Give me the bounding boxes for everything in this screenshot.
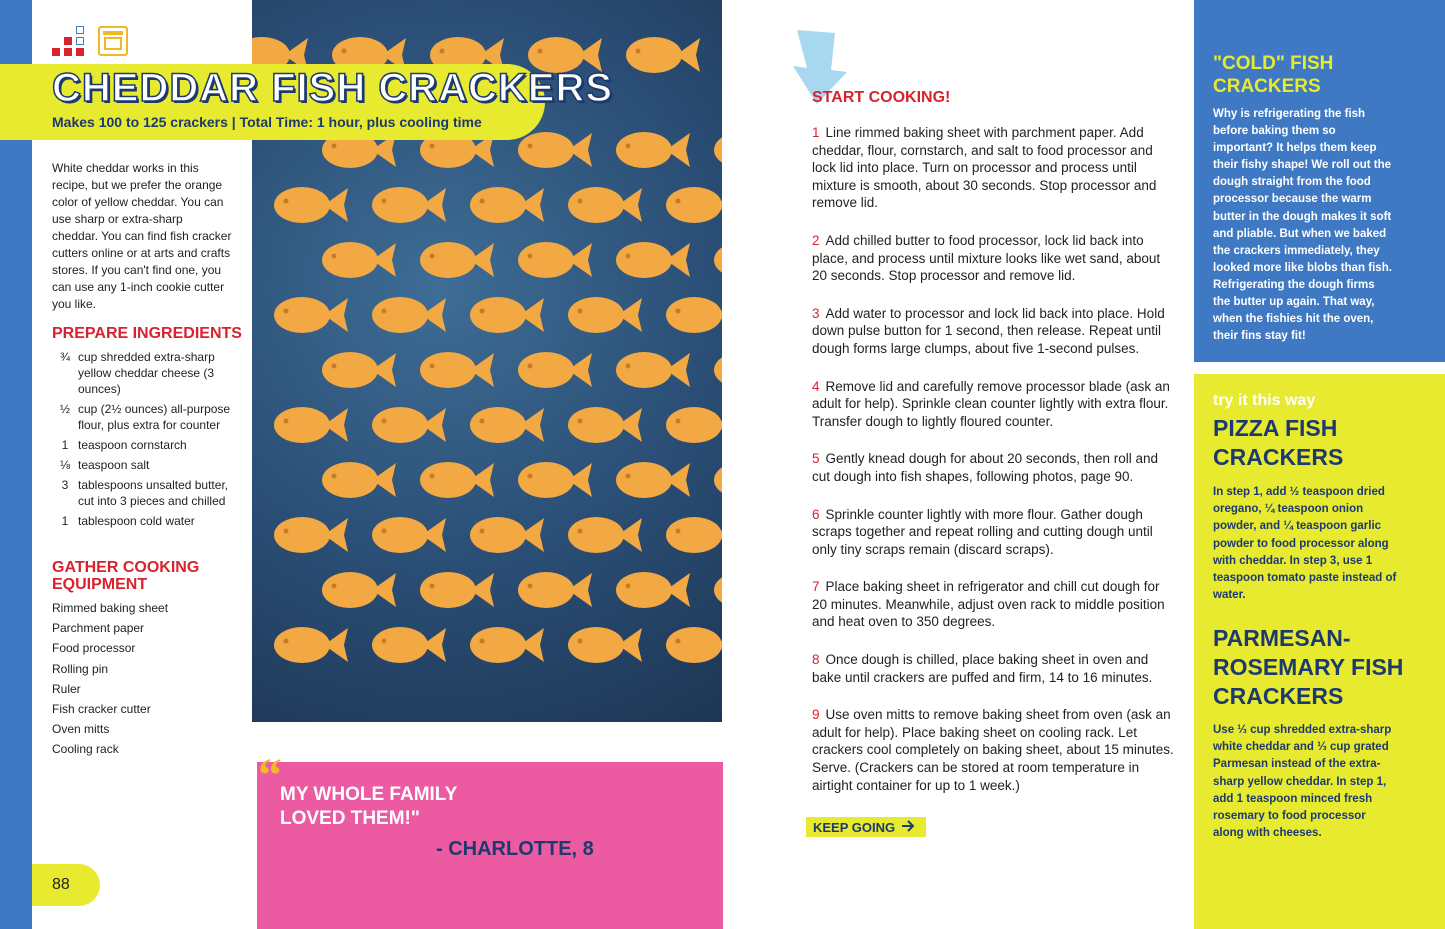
gather-equipment-heading: GATHER COOKING EQUIPMENT: [52, 559, 200, 593]
fish-cracker: [516, 455, 596, 505]
recipe-yield-time: Makes 100 to 125 crackers | Total Time: 1 hour, plus cooling time: [52, 114, 482, 130]
ingredient-text: teaspoon salt: [78, 458, 150, 472]
cold-crackers-title: "COLD" FISH CRACKERS: [1213, 53, 1334, 97]
fish-cracker: [272, 180, 352, 230]
fish-cracker: [320, 565, 400, 615]
ingredient-text: teaspoon cornstarch: [78, 438, 187, 452]
fish-cracker: [712, 235, 722, 285]
step-number: 8: [812, 652, 820, 668]
fish-cracker: [614, 235, 694, 285]
pizza-variation-title: PIZZA FISH CRACKERS: [1213, 415, 1344, 470]
equipment-item: Rolling pin: [52, 661, 109, 676]
quote-author: - CHARLOTTE, 8: [436, 838, 594, 860]
step-list: [812, 124, 1174, 814]
ingredient-qty: 1: [61, 514, 69, 528]
ingredient-text: tablespoons unsalted butter, cut into 3 pieces and chilled: [78, 478, 229, 508]
step-item: [812, 706, 1174, 794]
fish-cracker: [370, 400, 450, 450]
ingredient-text: tablespoon cold water: [78, 514, 195, 528]
parmesan-variation-body: Use ⅓ cup shredded extra-sharp white cheddar and ⅓ cup grated Parmesan instead of the extra-sharp yellow cheddar. In step 1, add 1 teaspoon minced fresh rosemary to food processor along with cheeses.: [1213, 724, 1392, 840]
step-number: 9: [812, 707, 820, 723]
quote-text: MY WHOLE FAMILY LOVED THEM!": [280, 784, 458, 829]
step-text: Place baking sheet in refrigerator and chill cut dough for 20 minutes. Meanwhile, adjust oven rack to middle position and heat oven to 350 degrees.: [812, 579, 1165, 630]
page-number: 88: [52, 876, 70, 893]
fish-cracker: [614, 565, 694, 615]
step-item: [812, 124, 1174, 212]
step-text: Sprinkle counter lightly with more flour. Gather dough scraps together and repeat rolling and cutting dough until only tiny scraps remain (discard scraps).: [812, 506, 1153, 557]
ingredient-qty: ¾: [59, 350, 70, 364]
fish-cracker: [370, 290, 450, 340]
fish-cracker: [272, 620, 352, 670]
fish-cracker: [566, 400, 646, 450]
step-item: [812, 378, 1174, 431]
fish-cracker: [516, 235, 596, 285]
ingredient-list: [52, 349, 232, 533]
intro-text: White cheddar works in this recipe, but we prefer the orange color of yellow cheddar. You can use sharp or extra-sharp cheddar. You can find fish cracker cutters online or at arts and crafts stores. If you can't find one, you can use any 1-inch cookie cutter you like.: [52, 161, 232, 311]
ingredient-item: [52, 457, 232, 473]
fish-cracker: [516, 345, 596, 395]
ingredient-item: [52, 349, 232, 397]
fish-cracker: [712, 125, 722, 175]
ingredient-qty: 1: [61, 438, 69, 452]
step-number: 2: [812, 232, 820, 248]
step-number: 3: [812, 305, 820, 321]
step-item: [812, 506, 1174, 559]
ingredient-text: cup shredded extra-sharp yellow cheddar cheese (3 ounces): [78, 350, 215, 396]
fish-cracker: [664, 290, 722, 340]
fish-cracker: [566, 510, 646, 560]
step-text: Use oven mitts to remove baking sheet from oven (ask an adult for help). Place baking sheet on cooling rack. Let crackers cool completely on baking sheet, about 15 minutes. Serve. (Crackers can be stored at room temperature in airtight container for up to 1 week.): [812, 707, 1174, 793]
fish-cracker: [566, 290, 646, 340]
fish-cracker: [320, 455, 400, 505]
colored-squares-icon: [52, 26, 86, 56]
fish-cracker: [370, 180, 450, 230]
right-arrow-icon: [901, 820, 915, 835]
step-item: [812, 450, 1174, 485]
equipment-item: Oven mitts: [52, 722, 110, 737]
fish-cracker: [272, 290, 352, 340]
step-text: Once dough is chilled, place baking sheet in oven and bake until crackers are puffed and firm, 14 to 16 minutes.: [812, 652, 1153, 685]
step-text: Gently knead dough for about 20 seconds, then roll and cut dough into fish shapes, following photos, page 90.: [812, 451, 1158, 484]
keep-going-button[interactable]: [806, 817, 926, 837]
fish-cracker: [418, 455, 498, 505]
fish-cracker: [624, 30, 704, 80]
step-text: Remove lid and carefully remove processor blade (ask an adult for help). Sprinkle clean counter lightly with extra flour. Transfer dough to lightly floured counter.: [812, 378, 1170, 429]
equipment-item: Rimmed baking sheet: [52, 601, 169, 615]
ingredient-text: cup (2½ ounces) all-purpose flour, plus extra for counter: [78, 402, 231, 432]
quote-mark: “: [258, 749, 282, 802]
fish-cracker: [614, 125, 694, 175]
fish-cracker: [272, 400, 352, 450]
fish-cracker: [370, 510, 450, 560]
start-cooking-heading: START COOKING!: [812, 89, 951, 106]
equipment-item: Cooling rack: [52, 742, 119, 757]
fish-cracker: [664, 510, 722, 560]
equipment-item: Parchment paper: [52, 621, 145, 636]
ingredient-qty: ⅛: [59, 458, 70, 472]
cold-crackers-body: Why is refrigerating the fish before baking them so important? It helps them keep their fishy shape! We roll out the dough straight from the food processor because the warm butter in the dough makes it soft and pliable. But when we baked the crackers immediately, they looked more like blobs than fish. Refrigerating the dough firms the butter up again. That way, when the fishies hit the oven, their fins stay fit!: [1213, 108, 1392, 343]
fish-cracker: [320, 345, 400, 395]
fish-cracker: [712, 565, 722, 615]
equipment-item: Food processor: [52, 641, 136, 656]
equipment-item: Ruler: [52, 681, 81, 696]
step-number: 1: [812, 125, 820, 140]
keep-going-label: KEEP GOING: [813, 819, 896, 835]
fish-cracker: [468, 510, 548, 560]
fish-cracker: [320, 235, 400, 285]
step-text: Add water to processor and lock lid back into place. Hold down pulse button for 1 second, then release. Repeat until dough forms large clumps, about five 1-second pulses.: [812, 305, 1165, 356]
fish-cracker: [516, 565, 596, 615]
step-number: 6: [812, 506, 820, 522]
step-text: Add chilled butter to food processor, lock lid back into place, and process until mixture looks like wet sand, about 20 seconds. Stop processor and remove lid.: [812, 232, 1161, 284]
fish-cracker: [418, 235, 498, 285]
equipment-list: [52, 598, 168, 760]
fish-cracker: [468, 620, 548, 670]
step-item: [812, 578, 1174, 631]
fish-cracker: [614, 455, 694, 505]
fish-cracker: [468, 400, 548, 450]
step-number: 4: [812, 378, 820, 394]
ingredient-qty: 3: [61, 478, 69, 492]
fish-cracker: [566, 620, 646, 670]
pizza-variation-body: In step 1, add ½ teaspoon dried oregano, ¼ teaspoon onion powder, and ¼ teaspoon garlic powder to food processor along with cheddar. In step 3, use 1 teaspoon tomato paste instead of water.: [1213, 486, 1397, 602]
step-number: 5: [812, 451, 820, 467]
recipe-title: CHEDDAR FISH CRACKERS: [52, 66, 614, 110]
equipment-item: Fish cracker cutter: [52, 702, 151, 717]
ingredient-item: [52, 513, 232, 529]
fish-cracker: [370, 620, 450, 670]
fish-cracker: [664, 620, 722, 670]
step-item: [812, 651, 1174, 686]
fish-cracker: [418, 345, 498, 395]
ingredient-item: [52, 477, 232, 509]
fish-cracker: [272, 510, 352, 560]
step-number: 7: [812, 579, 820, 595]
fish-cracker: [468, 180, 548, 230]
fish-cracker: [566, 180, 646, 230]
try-it-label: try it this way: [1213, 392, 1316, 409]
prepare-ingredients-heading: PREPARE INGREDIENTS: [52, 325, 242, 342]
fish-cracker: [712, 455, 722, 505]
step-item: [812, 305, 1174, 358]
fish-cracker: [418, 565, 498, 615]
fish-cracker: [468, 290, 548, 340]
fish-cracker: [664, 180, 722, 230]
oven-icon: [98, 26, 128, 56]
ingredient-item: [52, 437, 232, 453]
ingredient-item: [52, 401, 232, 433]
fish-cracker: [712, 345, 722, 395]
step-text: Line rimmed baking sheet with parchment paper. Add cheddar, flour, cornstarch, and salt to food processor and lock lid into place. Turn on processor and process until mixture is smooth, about 30 seconds. Stop processor and remove lid.: [812, 125, 1157, 211]
fish-cracker: [664, 400, 722, 450]
fish-cracker: [614, 345, 694, 395]
step-item: [812, 232, 1174, 285]
parmesan-variation-title: PARMESAN-ROSEMARY FISH CRACKERS: [1213, 625, 1404, 709]
ingredient-qty: ½: [59, 402, 70, 416]
